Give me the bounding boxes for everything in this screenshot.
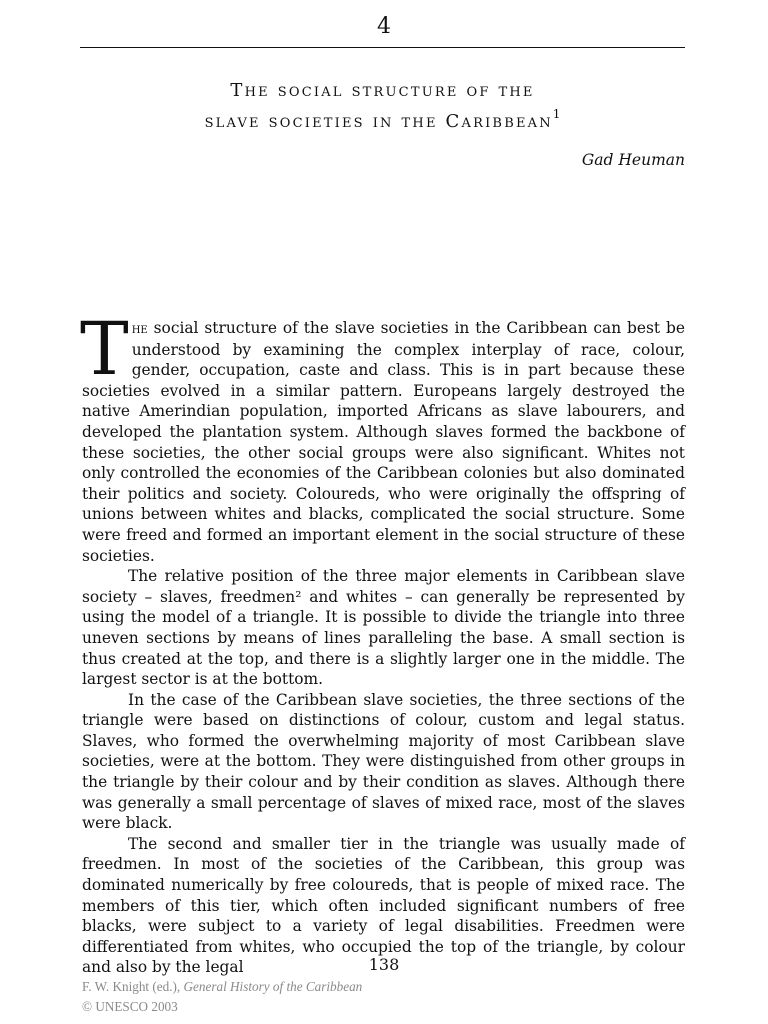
paragraph-2: The relative position of the three major elements in Caribbean slave society – slaves, freedmen² and whites – can generally be represented by using the model of a triangle. It is possible to divide the triangle into three uneven sections by means of lines paralleling the base. A small section is thus created at the top, and there is a slightly larger one in the middle. The largest sector is at the bottom. bbox=[82, 567, 685, 689]
lead-in: he bbox=[131, 321, 148, 337]
chapter-title bbox=[80, 75, 685, 137]
drop-cap: T bbox=[80, 307, 129, 392]
chapter-number: 4 bbox=[377, 14, 391, 39]
copyright-line: © UNESCO 2003 bbox=[82, 999, 178, 1014]
title-footnote-marker[interactable]: 1 bbox=[552, 107, 561, 121]
paragraph-1-text: social structure of the slave societies in the Caribbean can best be understood by examining the complex interplay of race, colour, gender, occupation, caste and class. This is in part because these societies evolved in a similar pattern. Europeans largely destroyed the native Amerindian population, imported Africans as slave labourers, and developed the plantation system. Although slaves formed the backbone of these societies, the other social groups were also significant. Whites not only controlled the economies of the Caribbean colonies but also dominated their politics and society. Coloureds, who were originally the offspring of unions between whites and blacks, complicated the social structure. Some were freed and formed an important element in the social structure of these societies. bbox=[82, 319, 685, 565]
header-rule bbox=[80, 47, 685, 48]
page-number: 138 bbox=[368, 955, 400, 974]
author-name: Gad Heuman bbox=[581, 151, 685, 169]
chapter-title-line-2 bbox=[80, 106, 685, 137]
citation-line bbox=[82, 977, 362, 997]
paragraph-4: The second and smaller tier in the triangle was usually made of freedmen. In most of the societies of the Caribbean, this group was dominated numerically by free coloureds, that is people of mixed race. The members of this tier, which often included significant numbers of free blacks, were subject to a variety of legal disabilities. Freedmen were differentiated from whites, who occupied the top of the triangle, by colour and also by the legal bbox=[82, 834, 685, 977]
body-text bbox=[80, 307, 685, 978]
citation-book-title: General History of the Caribbean bbox=[183, 979, 363, 994]
paragraph-3: In the case of the Caribbean slave societies, the three sections of the triangle were based on distinctions of colour, custom and legal status. Slaves, who formed the overwhelming majority of most Caribbean slave societies, were at the bottom. They were distinguished from other groups in the triangle by their colour and by their condition as slaves. Although there was generally a small percentage of slaves of mixed race, most of the slaves were black. bbox=[82, 690, 685, 833]
citation-footer bbox=[82, 977, 362, 1017]
chapter-title-line-1: The social structure of the bbox=[230, 80, 535, 101]
paragraph-1 bbox=[80, 307, 685, 566]
citation-editor: F. W. Knight (ed.), bbox=[82, 979, 184, 994]
chapter-title-line-2-text: slave societies in the Caribbean bbox=[204, 111, 553, 132]
